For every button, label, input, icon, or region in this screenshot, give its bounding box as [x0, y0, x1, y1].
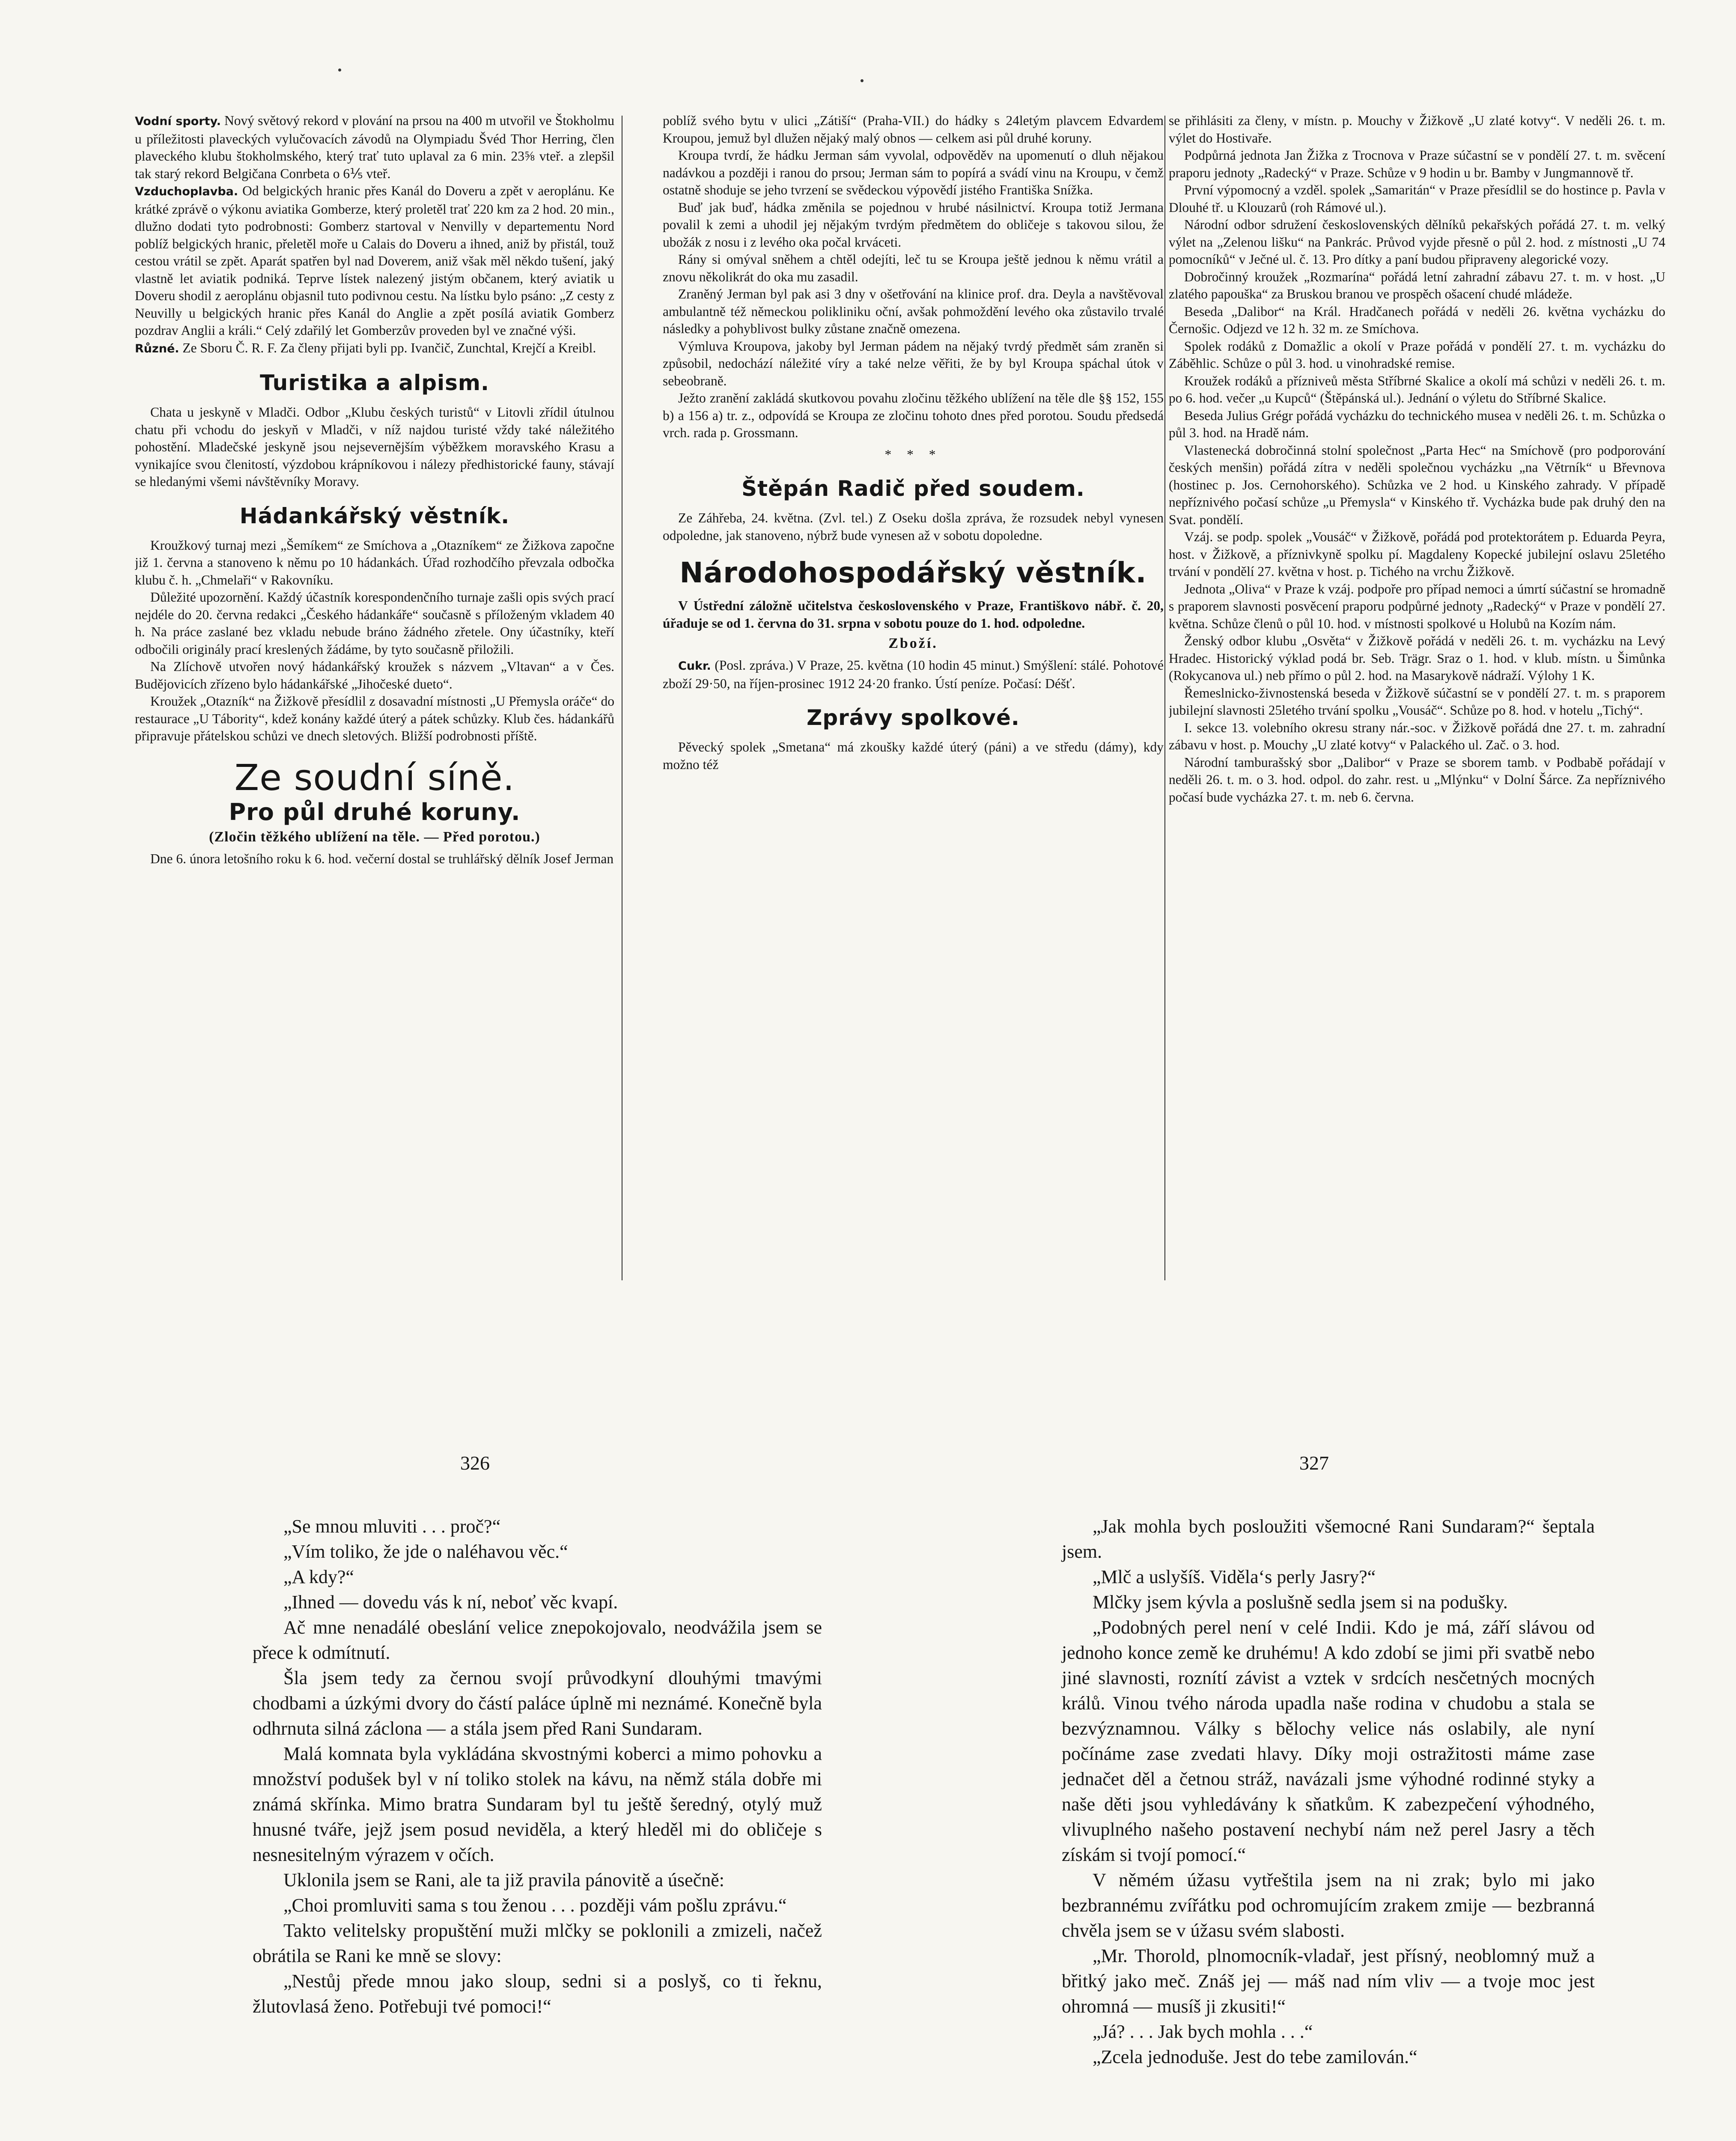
notice-paragraph: První výpomocný a vzděl. spolek „Samaritán“ v Praze přesídlil se do hostince p. Pavla v Dlouhé tř. u Klouzarů (roh Rámové ul.).	[1169, 182, 1665, 215]
article-paragraph: Na Zlíchově utvořen nový hádankářský kroužek s názvem „Vltavan“ a v Čes. Budějovicích zřízeno bylo hádankářské „Jihočeské dueto“.	[135, 659, 614, 692]
notice-paragraph: Národní tamburašský sbor „Dalibor“ v Praze se sborem tamb. v Podbabě pořádají v neděli 26. t. m. o 3. hod. odpol. do zahr. rest. u „Mlýnku“ v Dolní Šárce. Za nepříznivého počasí bude vycházka 27. t. m. neb 6. června.	[1169, 754, 1665, 805]
notice-paragraph: Podpůrná jednota Jan Žižka z Trocnova v Praze súčastní se v pondělí 27. t. m. svěcení praporu jednoty „Radecký“ v Praze. Schůze v 9 hodin u br. Bamby v Jungmannově tř.	[1169, 148, 1665, 180]
article-paragraph: Pěvecký spolek „Smetana“ má zkoušky každé úterý (páni) a ve středu (dámy), kdy možno též	[663, 740, 1164, 772]
notice-paragraph: Beseda Julius Grégr pořádá vycházku do technického musea v neděli 26. t. m. Schůzka o půl 3. hod. na Hradě nám.	[1169, 408, 1665, 440]
scan-speck	[861, 79, 864, 82]
rubric-label: Cukr.	[678, 659, 711, 673]
story-paragraph: Šla jsem tedy za černou svojí průvodkyní dlouhými tmavými chodbami a úzkými dvory do částí paláce úplně mi neznámé. Konečně byla odhrnuta silná záclona — a stála jsem před Rani Sundaram.	[253, 1667, 822, 1739]
page-number-right: 327	[1299, 1452, 1329, 1474]
story-paragraph: „Ihned — dovedu vás k ní, neboť věc kvapí.	[283, 1592, 618, 1613]
section-heading-turistika: Turistika a alpism.	[259, 370, 490, 395]
section-heading-narodohospodarsky: Národohospodářský věstník.	[679, 556, 1147, 589]
article-paragraph: Dne 6. února letošního roku k 6. hod. večerní dostal se truhlářský dělník Josef Jerman	[150, 851, 614, 866]
story-paragraph: Takto velitelsky propuštění muži mlčky se poklonili a zmizeli, načež obrátila se Rani ke mně se slovy:	[253, 1920, 822, 1966]
news-column-3	[1169, 112, 1665, 1303]
story-paragraph: „Mlč a uslyšíš. Viděla‘s perly Jasry?“	[1093, 1566, 1376, 1587]
notice-paragraph: Spolek rodáků z Domažlic a okolí v Praze pořádá v pondělí 27. t. m. vycházku do Záběhlic. Schůze o půl 3. hod. u vinohradské remise.	[1169, 338, 1665, 371]
article-paragraph: Kroupa tvrdí, že hádku Jerman sám vyvolal, odpověděv na upomenutí o dluh nějakou nadávkou a později i ranou do prsou; Jerman sám to popírá a svádí vinu na Kroupu, v čemž ostatně shoduje se jeho tvrzení se svědeckou výpovědí jistého Františka Snížka.	[663, 148, 1164, 197]
article-paragraph: Buď jak buď, hádka změnila se pojednou v hrubé násilnictví. Kroupa totiž Jermana povalil k zemi a uhodil jej nějakým tvrdým předmětem do obličeje s takovou silou, že ubožák z nosu i z levého oka počal krváceti.	[663, 200, 1164, 250]
notice-paragraph: Vlastenecká dobročinná stolní společnost „Parta Hec“ na Smíchově (pro podporování českých menšin) pořádá zítra v neděli společnou vycházku „na Větrník“ u Břevnova (hostinec p. Jos. Cernohorského). Schůzka ve 2 hod. u Kinského zahrady. V případě nepříznivého počasí schůze „u Přemysla“ v Kinského tř. Vycházka bude pak druhý den na Svat. pondělí.	[1169, 442, 1665, 527]
notice-paragraph: Národní odbor sdružení československých dělníků pekařských pořádá 27. t. m. velký výlet na „Zelenou lišku“ na Pankrác. Průvod vyjde přesně o půl 2. hod. z místnosti „U 74 pomocníků“ v Ječné ul. č. 13. Pro dítky a paní budou připraveny alegorické vozy.	[1169, 217, 1665, 267]
news-column-2	[663, 112, 1164, 1303]
article-title-pro-pul-druhe-koruny: Pro půl druhé koruny.	[229, 798, 521, 826]
article-paragraph: V Ústřední záložně učitelstva československého v Praze, Františkovo nábř. č. 20, úřaduje se od 1. června do 31. srpna v sobotu pouze do 1. hod. odpoledne.	[663, 598, 1164, 631]
article-paragraph: poblíž svého bytu v ulici „Zátiší“ (Praha-VII.) do hádky s 24letým plavcem Edvardem Kroupou, jemuž byl dlužen nějaký malý obnos — celkem asi půl druhé koruny.	[663, 113, 1164, 146]
article-paragraph: Důležité upozornění. Každý účastník korespondenčního turnaje zašli opis svých prací nejdéle do 20. června redakci „Českého hádankáře“ současně s příloženým vkladem 40 h. Na práce zaslané bez vkladu nebude bráno žádného zřetele. Ony účastníky, kteří odbočili originály prací kreslených žádáme, by tyto současně přiložili.	[135, 590, 614, 657]
article-turistika: Chata u jeskyně v Mladči. Odbor „Klubu českých turistů“ v Litovli zřídil útulnou chatu při vchodu do jeskyň v Mladči, v níž najdou turisté vždy také náležitého pohostění. Mladečské jeskyně jsou nejsevernějším výběžkem moravského Krasu a vynikajíce svou členitostí, výzdobou krápníkovou i nálezy předhistorické fauny, stávají se hledanými všemi návštěvníky Moravy.	[135, 405, 614, 489]
rubric-label: Vodní sporty.	[135, 115, 221, 128]
story-paragraph: Malá komnata byla vykládána skvostnými koberci a mimo pohovku a množství podušek byl v ní toliko stolek na kávu, na němž stála dobře mi známá skřínka. Mimo bratra Sundaram byl tu ještě šeredný, otylý muž hnusné tváře, jejž jsem posud neviděla, a který hleděl mi do obličeje s nesnesitelným výrazem v očích.	[253, 1743, 822, 1865]
article-vzduchoplavba	[135, 182, 614, 340]
article-paragraph: Rány si omýval sněhem a chtěl odejíti, leč tu se Kroupa ještě jednou k němu vrátil a znovu několikrát do oka mu zasadil.	[663, 252, 1164, 284]
article-paragraph: Ježto zranění zakládá skutkovou povahu zločinu těžkého ublížení na těle dle §§ 152, 155 b) a 156 a) tr. z., odpovídá se Kroupa ze zločinu tohoto dnes před porotou. Soudu předsedá vrch. rada p. Grossmann.	[663, 391, 1164, 440]
article-cukr	[663, 657, 1164, 692]
feuilleton-page-right	[1062, 1514, 1595, 2069]
page-number-left: 326	[460, 1452, 490, 1474]
story-paragraph: „Jak mohla bych posloužiti všemocné Rani Sundaram?“ šeptala jsem.	[1062, 1516, 1595, 1562]
notice-paragraph: Kroužek rodáků a přízniveů města Stříbrné Skalice a okolí má schůzi v neděli 26. t. m. po 6. hod. večer „u Kupců“ (Štěpánská ul.). Jednání o výletu do Stříbrné Skalice.	[1169, 373, 1665, 406]
section-heading-radic: Štěpán Radič před soudem.	[741, 476, 1085, 501]
notice-paragraph: I. sekce 13. volebního okresu strany nár.-soc. v Žižkově pořádá dne 27. t. m. zahradní zábavu v host. p. Mouchy „U zlaté kotvy“ v Palackého ul. Zač. o 3. hod.	[1169, 720, 1665, 752]
article-subtitle: (Zločin těžkého ublížení na těle. — Před porotou.)	[209, 829, 540, 845]
section-heading-spolkove: Zprávy spolkové.	[807, 705, 1020, 730]
article-text: Od belgických hranic přes Kanál do Doveru a zpět v aeroplánu. Ke krátké zprávě o výkonu aviatika Gomberze, který proletěl trať 220 km za 2 hod. 20 min., dlužno dodati tyto podrobnosti: Gomberz startoval v Nenvilly v departementu Nord poblíž belgických hranic, přeletěl moře u Calais do Doveru a ihned, aniž by přistál, touž cestou vrátil se zpět. Aparát spatřen byl nad Doverem, aniž však měl někdo tušení, jaký vlastně let aviatik podniká. Teprve lístek nalezený jistým občanem, který aviatik u Doveru shodil z aeroplánu objasnil tuto podivnou cestu. Na lístku bylo psáno: „Z cesty z Neuvilly u belgických hranic přes Kanál do Anglie a zpět posílá aviatik Gomberz pozdrav Anglii a králi.“ Celý zdařilý let Gomberzův proveden byl ve značné výši.	[135, 183, 614, 338]
article-vodni-sporty	[135, 112, 614, 182]
article-ruzne	[135, 340, 614, 358]
article-text: Nový světový rekord v plování na prsou na 400 m utvořil ve Štokholmu u příležitosti plaveckých vylučovacích závodů na Olympiadu Švéd Thor Herring, člen plaveckého klubu štokholmského, který trať tuto uplaval za 6 min. 23⅝ vteř. a zlepšil tak starý rekord Belgičana Conrbeta o 6⅕ vteř.	[135, 113, 614, 181]
rubric-label: Různé.	[135, 342, 179, 355]
story-paragraph: V němém úžasu vytřeštila jsem na ni zrak; bylo mi jako bezbrannému zvířátku pod ochromujícím zrakem zmije — bezbranná chvěla jsem se v úžasu svém slabosti.	[1062, 1870, 1595, 1941]
scan-speck	[338, 69, 341, 72]
notice-paragraph: Beseda „Dalibor“ na Král. Hradčanech pořádá v neděli 26. května vycházku do Černošic. Odjezd ve 12 h. 32 m. ze Smíchova.	[1169, 304, 1665, 336]
article-text: Ze Sboru Č. R. F. Za členy přijati byli pp. Ivančič, Zunchtal, Krejčí a Kreibl.	[182, 340, 596, 355]
separator-stars: * * *	[884, 447, 942, 462]
article-paragraph: Kroužkový turnaj mezi „Šemíkem“ ze Smíchova a „Otazníkem“ ze Žižkova započne již 1. června a stanoveno k němu po 10 hádankách. Úřad rozhodčího převzala odbočka klubu č. h. „Chmelaři“ v Rakovníku.	[135, 537, 614, 587]
notice-paragraph: Ženský odbor klubu „Osvěta“ v Žižkově pořádá v neděli 26. t. m. vycházku na Levý Hradec. Historický výklad podá br. Seb. Trägr. Sraz o 1. hod. v klub. místn. u Šimůnka (Rokycanova ul.) neb přímo o půl 2. hod. na Masarykově nádraží. Výlohy 1 K.	[1169, 633, 1665, 683]
article-paragraph: Výmluva Kroupova, jakoby byl Jerman pádem na nějaký tvrdý předmět sám zraněn si způsobil, nedochází náležité víry a také nelze věřiti, že by byl Kroupa spáchal útok v sebeobraně.	[663, 338, 1164, 388]
section-heading-soudni-sin: Ze soudní síně.	[234, 756, 515, 799]
notice-paragraph: Jednota „Oliva“ v Praze k vzáj. podpoře pro případ nemoci a úmrtí súčastní se hromadně s praporem slavnosti posvěcení praporu podpůrné jednoty „Radecký“ v Praze v pondělí 27. května. Schůze členů o půl 10. hod. v místnosti spolkové u Holubů na Kozím nám.	[1169, 581, 1665, 631]
rubric-label: Vzduchoplavba.	[135, 185, 238, 198]
section-heading-hadankarsky: Hádankářský věstník.	[239, 503, 510, 528]
story-paragraph: Ač mne nenadálé obeslání velice znepokojovalo, neodvážila jsem se přece k odmítnutí.	[253, 1617, 822, 1663]
story-paragraph: „Se mnou mluviti . . . proč?“	[283, 1516, 501, 1537]
feuilleton-page-left	[253, 1514, 822, 2019]
story-paragraph: „Já? . . . Jak bych mohla . . .“	[1093, 2021, 1313, 2042]
notice-paragraph: Dobročinný kroužek „Rozmarína“ pořádá letní zahradní zábavu 27. t. m. v host. „U zlatého papouška“ za Bruskou branou ve prospěch ošacení chudé mládeže.	[1169, 269, 1665, 301]
article-paragraph: Ze Záhřeba, 24. května. (Zvl. tel.) Z Oseku došla zpráva, že rozsudek nebyl vynesen odpoledne, jak stanoveno, nýbrž bude vynesen až v sobotu dopoledne.	[663, 510, 1164, 543]
story-paragraph: Uklonila jsem se Rani, ale ta již pravila pánovitě a úsečně:	[283, 1870, 724, 1891]
column-rule	[1164, 116, 1165, 1280]
story-paragraph: „Podobných perel není v celé Indii. Kdo je má, září slávou od jednoho konce země ke druhému! A kdo zdobí se jimi při svatbě nebo jiné slavnosti, roznítí závist a vztek v srdcích nesčetných mocných králů. Vinou tvého národa upadla naše rodina v chudobu a stala se bezvýznamnou. Války s bělochy velice nás oslabily, ale nyní počínáme zase zvedati hlavy. Díky moji ostražitosti máme zase jednačet děl a četnou stráž, navázali jsme výhodné rodinné styky a naše děti jsou vyhledávány k sňatkům. K zabezpečení výhodného, vlivuplného našeho postavení nechybí nám než perel Jasry a těch získám si tvojí pomocí.“	[1062, 1617, 1595, 1865]
article-paragraph: Kroužek „Otazník“ na Žižkově přesídlil z dosavadní místnosti „U Přemysla oráče“ do restaurace „U Tábority“, kdež konány každé úterý a pátek schůzky. Klub čes. hádankářů připravuje přátelskou schůzi ve dnech sletových. Bližší podrobnosti příště.	[135, 694, 614, 743]
article-text: (Posl. zpráva.) V Praze, 25. května (10 hodin 45 minut.) Smýšlení: stálé. Pohotové zboží 29·50, na říjen-prosinec 1912 24·20 franko. Ústí peníze. Počasí: Déšť.	[663, 658, 1164, 691]
article-paragraph: Zraněný Jerman byl pak asi 3 dny v ošetřování na klinice prof. dra. Deyla a navštěvoval ambulantně též německou polikliniku oční, avšak pohmoždění levého oka zůstavilo trvalé následky a pohyblivost bulky zůstane značně omezena.	[663, 286, 1164, 336]
notice-paragraph: se přihlásiti za členy, v místn. p. Mouchy v Žižkově „U zlaté kotvy“. V neděli 26. t. m. výlet do Hostivaře.	[1169, 113, 1665, 146]
story-paragraph: „Choi promluviti sama s tou ženou . . . později vám pošlu zprávu.“	[283, 1895, 787, 1916]
story-paragraph: „A kdy?“	[283, 1566, 354, 1587]
story-paragraph: „Mr. Thorold, plnomocník-vladař, jest přísný, neoblomný muž a břitký jako meč. Znáš jej — máš nad ním vliv — a tvoje moc jest ohromná — musíš ji zkusiti!“	[1062, 1945, 1595, 2017]
story-paragraph: Mlčky jsem kývla a poslušně sedla jsem si na podušky.	[1093, 1592, 1508, 1613]
news-column-1	[135, 112, 614, 1303]
section-heading-zbozi: Zboží.	[888, 635, 938, 651]
story-paragraph: „Vím toliko, že jde o naléhavou věc.“	[283, 1541, 568, 1562]
notice-paragraph: Vzáj. se podp. spolek „Vousáč“ v Žižkově, pořádá pod protektorátem p. Eduarda Peyra, host. v Žižkově, a příznivkyně spolku pí. Magdaleny Kopecké jubilejní oslavu 25letého trvání v pondělí 27. května v host. p. Tichého na vrchu Žižkově.	[1169, 529, 1665, 579]
notice-paragraph: Řemeslnicko-živnostenská beseda v Žižkově súčastní se v pondělí 27. t. m. s praporem jubilejní slavnosti 25letého trvání spolku „Vousáč“. Schůze po 8. hod. v hotelu „Tichý“.	[1169, 685, 1665, 718]
story-paragraph: „Zcela jednoduše. Jest do tebe zamilován.“	[1093, 2046, 1417, 2067]
story-paragraph: „Nestůj přede mnou jako sloup, sedni si a poslyš, co ti řeknu, žlutovlasá ženo. Potřebuji tvé pomoci!“	[253, 1971, 822, 2017]
